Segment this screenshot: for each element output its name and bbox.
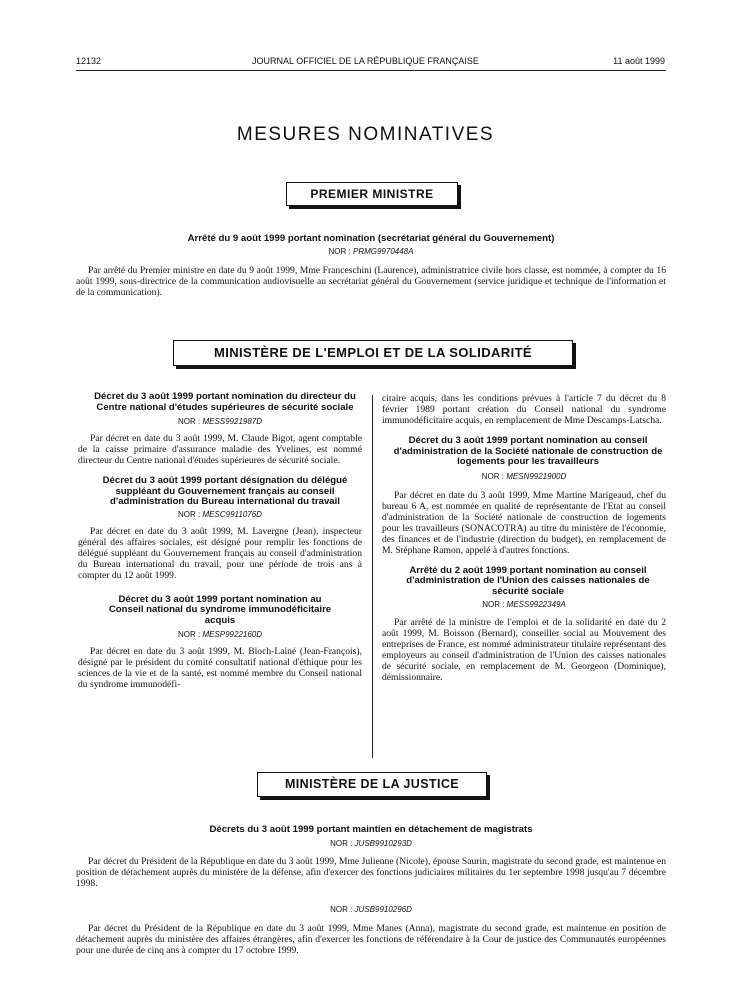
decree-title-5: Arrêté du 2 août 1999 portant nomination au conseil d'administration de l'Union des caisses nationales de sécurité sociale [406,564,650,597]
decree-title-3: Décret du 3 août 1999 portant nomination au Conseil national du syndrome immunodéficitaire acquis [108,593,332,626]
issue-date: 11 août 1999 [613,56,665,66]
nor-emploi-3: NOR : MESP9922160D [177,630,263,639]
arrete-title-premier: Arrêté du 9 août 1999 portant nomination (secrétariat général du Gouvernement) [187,233,555,244]
journal-title: JOURNAL OFFICIEL DE LA RÉPUBLIQUE FRANÇAISE [252,56,479,66]
decree-body-3-continuation: citaire acquis, dans les conditions prévues à l'article 7 du décret du 8 février 1989 portant création du Conseil national du syndrome immunodéficitaire acquis, en remplacement de Mme Descamps-Latscha. [382,393,666,426]
nor-emploi-4: NOR : MESN9921900D [481,471,567,481]
decree-body-4: Par décret en date du 3 août 1999, Mme Martine Marigeaud, chef du bureau 6 A, est nommée en qualité de représentante de l'Etat au conseil d'administration de la Société nationale de construction de logements pour les travailleurs (SONACOTRA) au titre du ministère de l'économie, des finances et de l'industrie (direction du budget), en remplacement de M. Stéphane Ramon, appelé à d'autres fonctions. [382,489,666,556]
nor-emploi-5: NOR : MESS9922349A [482,600,566,609]
decree-title-justice: Décrets du 3 août 1999 portant maintien en détachement de magistrats [209,824,533,835]
header-rule [76,70,666,71]
nor-label: NOR : [328,247,351,256]
nor-premier [76,247,666,256]
page-title: MESURES NOMINATIVES [236,124,495,145]
justice-body-1: Par décret du Président de la République en date du 3 août 1999, Mme Julienne (Nicole), épouse Saurin, magistrate du second grade, est maintenue en position de détachement auprès du ministère de la défense, afin d'exercer des fonctions judiciaires militaires du 1er septembre 1998 jusqu'au 7 décembre 1998. [76,856,666,889]
decree-body-2: Par décret en date du 3 août 1999, M. Lavergne (Jean), inspecteur général des affaires sociales, est désigné pour remplir les fonctions de délégué suppléant du Gouvernement français au conseil d'administration du Bureau international du travail, pour une période de trois ans à compter du 12 août 1999. [78,525,362,581]
nor-justice-1: NOR : JUSB9910293D [330,839,412,848]
page-number: 12132 [76,56,102,66]
decree-body-1: Par décret en date du 3 août 1999, M. Claude Bigot, agent comptable de la caisse primaire d'assurance maladie des Yvelines, est nommé directeur du Centre national d'études supérieures de sécurité sociale. [78,433,362,466]
column-divider [372,395,373,758]
decree-title-1: Décret du 3 août 1999 portant nomination du directeur du Centre national d'études supérieures de sécurité sociale [94,391,356,413]
nor-emploi-1: NOR : MESS9921987D [177,417,263,426]
justice-body-2: Par décret du Président de la République en date du 3 août 1999, Mme Manes (Anna), magistrate du second grade, est maintenue en position de détachement auprès du ministère des affaires étrangères, afin d'exercer les fonctions de référendaire à la Cour de justice des Communautés européennes pour une durée de cinq ans à compter du 17 octobre 1999. [76,923,666,956]
premier-body: Par arrêté du Premier ministre en date du 9 août 1999, Mme Franceschini (Laurence), administratrice civile hors classe, est nommée, à compter du 16 août 1999, sous-directrice de la communication audiovisuelle au secrétariat général du Gouvernement (service juridique et technique de l'information et de la communication). [76,265,666,298]
nor-emploi-2: NOR : MESC9911076D [178,509,262,519]
right-column [382,393,666,683]
nor-justice-2: NOR : JUSB9910296D [330,905,412,914]
decree-body-5: Par arrêté de la ministre de l'emploi et de la solidarité en date du 2 août 1999, M. Boisson (Bernard), conseiller social au Mouvement des entreprises de France, est nommé administrateur titulaire représentant des employeurs au conseil d'administration de l'Union des caisses nationales de sécurité sociale, en remplacement de M. Georgeon (Dominique), démissionnaire. [382,617,666,683]
nor-code: PRMG9970448A [352,247,414,256]
decree-body-3: Par décret en date du 3 août 1999, M. Bloch-Lainé (Jean-François), désigné par le président du comité consultatif national d'éthique pour les sciences de la vie et de la santé, est nommé membre du Conseil national du syndrome immunodéfi- [78,646,362,690]
ministry-heading-emploi: MINISTÈRE DE L'EMPLOI ET DE LA SOLIDARITÉ [173,340,573,366]
ministry-heading-justice: MINISTÈRE DE LA JUSTICE [257,772,487,797]
decree-title-4: Décret du 3 août 1999 portant nomination au conseil d'administration de la Société nationale de construction de logements pour les travailleurs [393,435,663,467]
ministry-heading-premier: PREMIER MINISTRE [286,182,458,206]
left-column [78,392,362,690]
decree-title-2: Décret du 3 août 1999 portant désignation du délégué suppléant du Gouvernement français au conseil d'administration du Bureau international du travail [102,475,348,507]
